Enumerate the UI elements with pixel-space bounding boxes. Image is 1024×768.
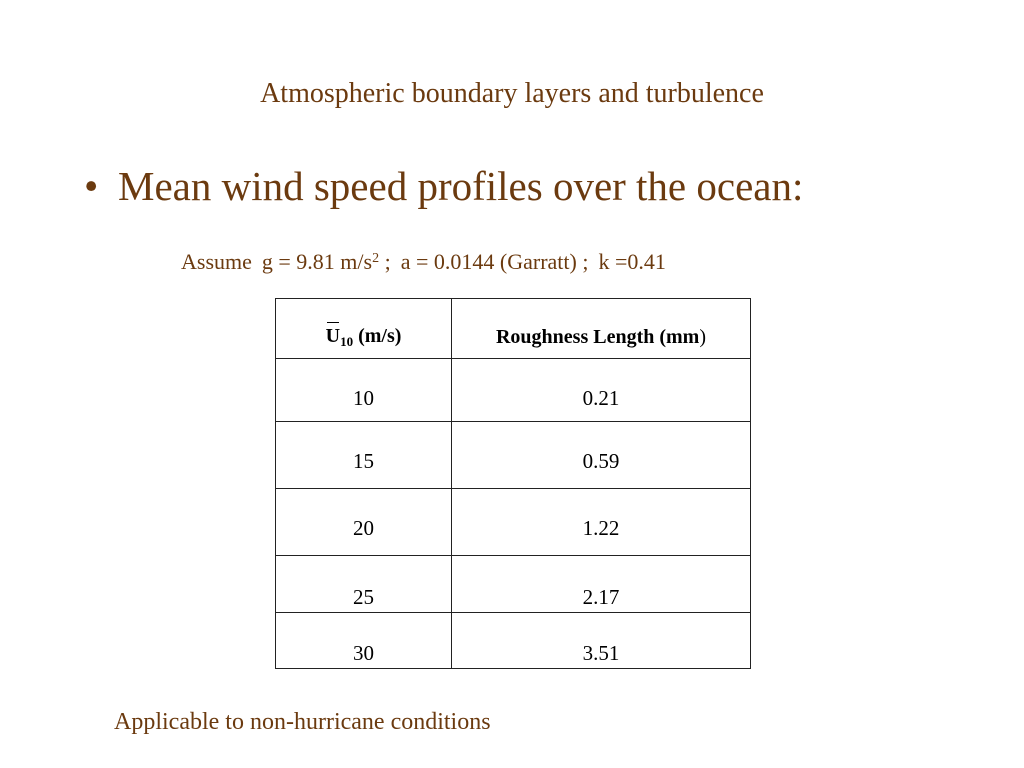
header-roughness-length: Roughness Length (mm) [452,299,751,359]
cell-wind-speed: 10 [276,359,452,422]
header-wind-speed-unit: (m/s) [353,325,402,347]
cell-wind-speed: 20 [276,489,452,556]
gravity-value: g = 9.81 m/s [261,249,373,274]
bullet-item [84,162,803,210]
cell-wind-speed: 30 [276,613,452,669]
u-bar-symbol: U [325,325,341,347]
cell-roughness: 1.22 [452,489,751,556]
gravity-tail: ; [379,249,391,274]
cell-wind-speed: 25 [276,556,452,613]
footer-note: Applicable to non-hurricane conditions [114,709,491,735]
bullet-text: Mean wind speed profiles over the ocean: [118,163,804,209]
cell-roughness: 3.51 [452,613,751,669]
table-row [276,556,751,613]
assume-lead: Assume [181,249,252,274]
table-row [276,422,751,489]
slide-title: Atmospheric boundary layers and turbulence [260,78,764,109]
roughness-length-table [275,298,751,669]
cell-roughness: 0.59 [452,422,751,489]
table-row [276,613,751,669]
table-row [276,489,751,556]
header-wind-speed [276,299,452,359]
gravity-exponent: 2 [372,251,380,266]
table-header-row [276,299,751,359]
cell-roughness: 0.21 [452,359,751,422]
u-subscript: 10 [340,334,354,349]
cell-wind-speed: 15 [276,422,452,489]
cell-roughness: 2.17 [452,556,751,613]
table-row [276,359,751,422]
assumptions-line [181,249,666,275]
charnock-constant: a = 0.0144 (Garratt) ; [400,249,589,274]
von-karman-constant: k =0.41 [598,249,666,274]
bullet-marker: • [84,163,99,209]
